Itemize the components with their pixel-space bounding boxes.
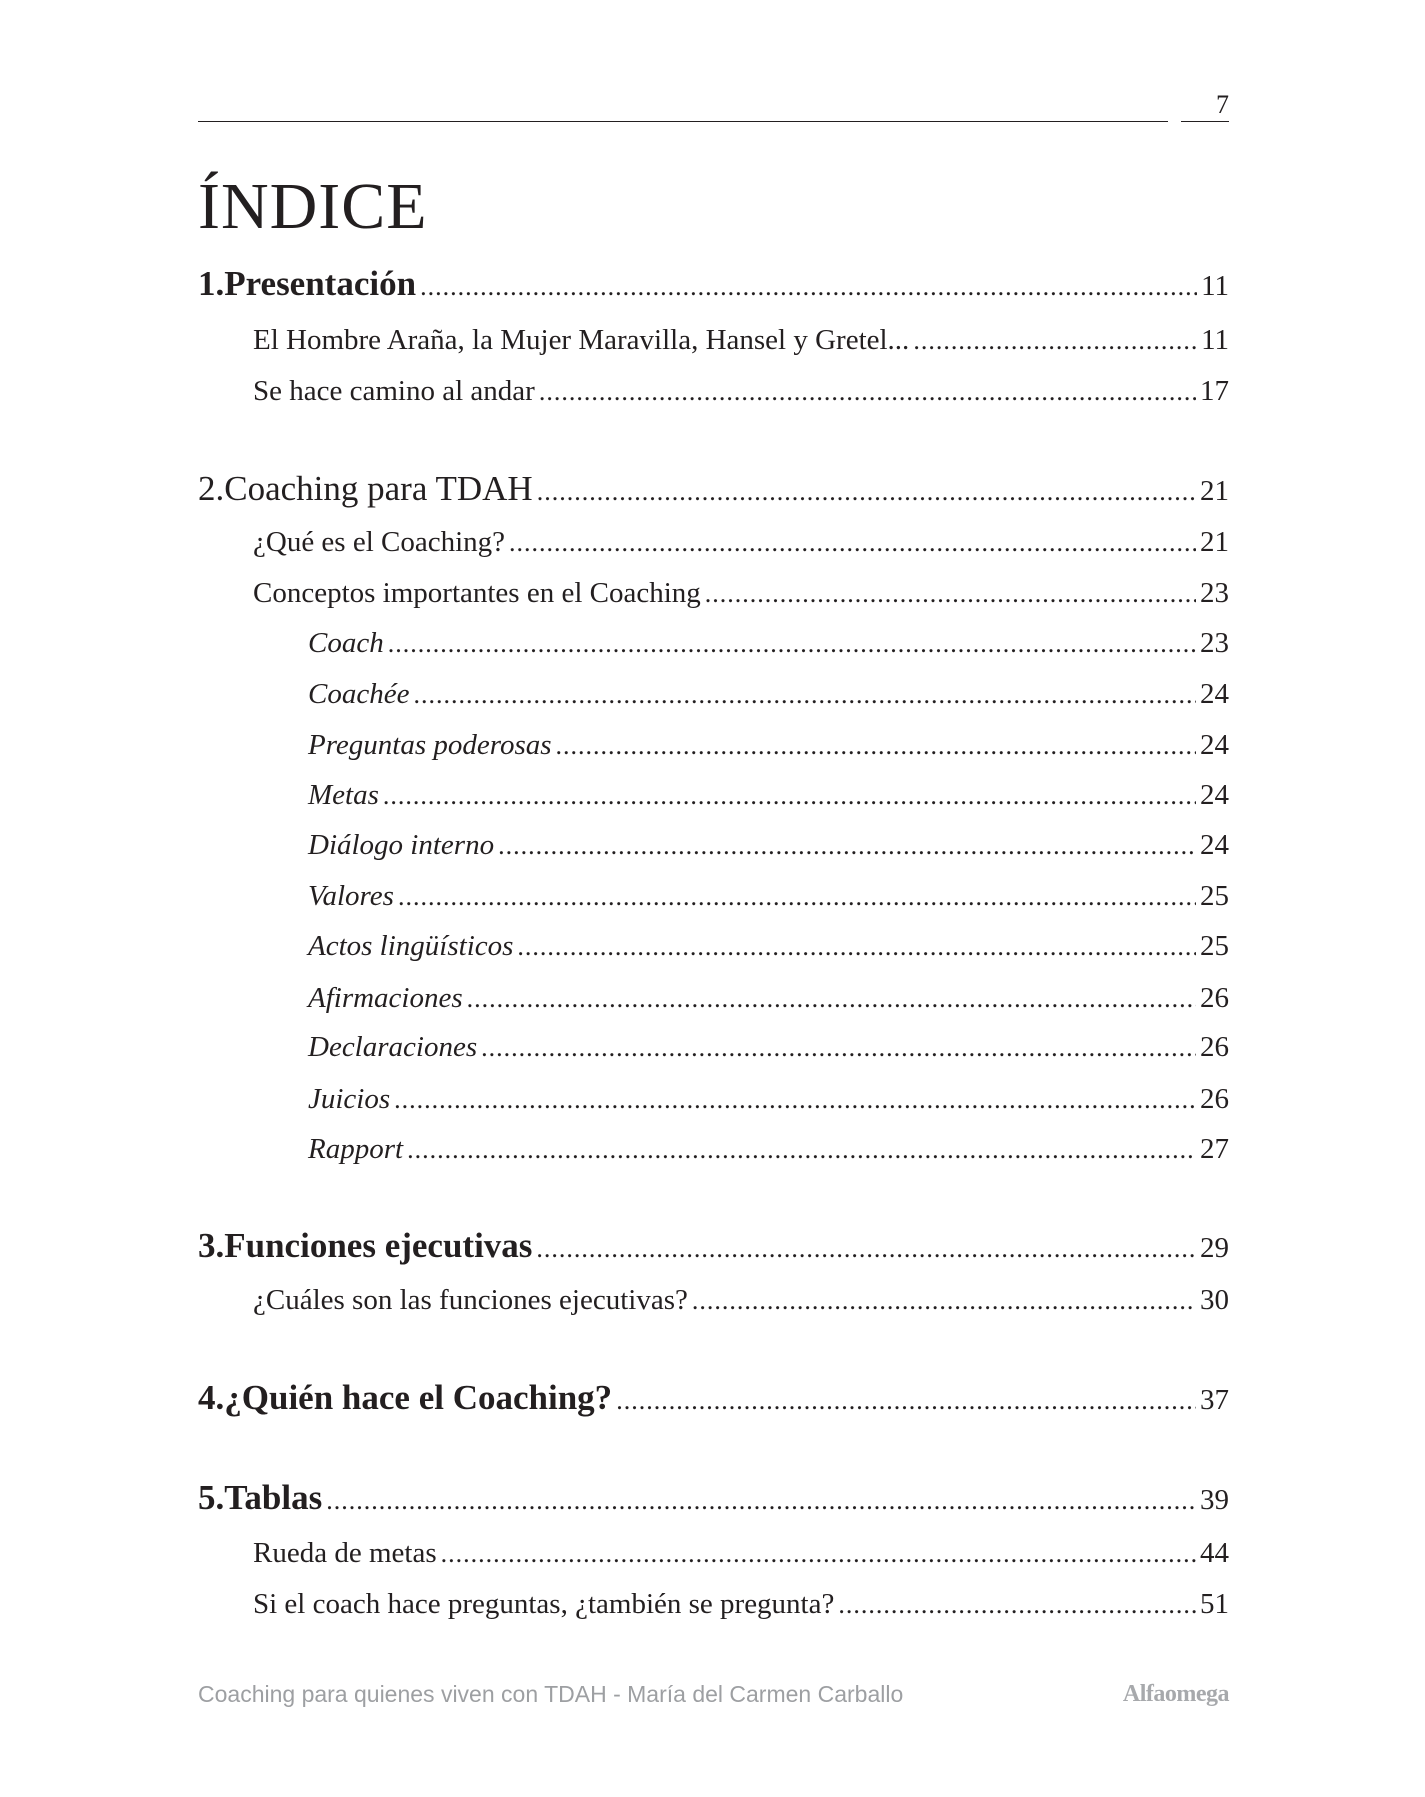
page-title: ÍNDICE (198, 170, 428, 243)
toc-dot-leader (326, 1479, 1196, 1523)
toc-entry-page: 26 (1200, 1083, 1229, 1115)
toc-entry-number: 3. (198, 1226, 225, 1265)
toc-entry-page: 25 (1200, 930, 1229, 962)
toc-entry-number: 4. (198, 1378, 225, 1417)
toc-entry-label: Valores (308, 880, 394, 912)
toc-dot-leader (539, 373, 1196, 411)
toc-dot-leader (537, 470, 1196, 514)
toc-entry-number: 5. (198, 1478, 225, 1517)
toc-entry-page: 25 (1200, 880, 1229, 912)
toc-entry (308, 675, 1229, 714)
toc-entry (253, 321, 1229, 360)
toc-entry (308, 927, 1229, 966)
toc-entry-label: Declaraciones (308, 1031, 478, 1063)
toc-entry (253, 574, 1229, 613)
toc-dot-leader (398, 878, 1196, 916)
toc-entry (308, 979, 1229, 1018)
toc-entry (308, 1130, 1229, 1169)
toc-entry-page: 44 (1200, 1537, 1229, 1569)
toc-entry (198, 1476, 1229, 1523)
toc-entry-label: Coach (308, 627, 384, 659)
toc-entry (253, 523, 1229, 562)
toc-entry-label: Metas (308, 779, 379, 811)
toc-entry-label: Se hace camino al andar (253, 375, 535, 407)
toc-dot-leader (509, 524, 1196, 562)
toc-dot-leader (388, 625, 1196, 663)
toc-dot-leader (407, 1131, 1196, 1169)
toc-entry-number: 1. (198, 264, 225, 303)
toc-dot-leader (517, 928, 1196, 966)
toc-dot-leader (413, 676, 1196, 714)
toc-dot-leader (441, 1535, 1196, 1573)
toc-entry-page: 27 (1200, 1133, 1229, 1165)
toc-dot-leader (705, 575, 1196, 613)
toc-entry-label: ¿Cuáles son las funciones ejecutivas? (253, 1284, 688, 1316)
toc-entry-page: 26 (1200, 982, 1229, 1014)
toc-entry-label: Tablas (224, 1478, 323, 1517)
toc-entry-label: Preguntas poderosas (308, 729, 552, 761)
toc-entry-label: Funciones ejecutivas (224, 1226, 533, 1265)
toc-entry (308, 1028, 1229, 1067)
toc-entry-number: 2. (198, 469, 225, 508)
toc-entry-label: Coaching para TDAH (224, 469, 533, 508)
toc-entry-label: Diálogo interno (308, 829, 495, 861)
footer-book-credit: Coaching para quienes viven con TDAH - María del Carmen Carballo (198, 1681, 904, 1707)
toc-dot-leader (383, 777, 1196, 815)
toc-entry-page: 21 (1200, 526, 1229, 558)
toc-entry-label: Conceptos importantes en el Coaching (253, 577, 701, 609)
toc-entry (198, 1376, 1229, 1423)
footer-publisher-logo: Alfaomega (1122, 1681, 1229, 1707)
toc-dot-leader (556, 727, 1196, 765)
toc-entry (253, 372, 1229, 411)
toc-entry-label: Rapport (308, 1133, 404, 1165)
toc-entry-label: ¿Quién hace el Coaching? (224, 1378, 613, 1417)
toc-dot-leader (394, 1081, 1196, 1119)
toc-entry-page: 51 (1200, 1588, 1229, 1620)
toc-entry-label: Coachée (308, 678, 410, 710)
toc-entry-label: El Hombre Araña, la Mujer Maravilla, Hansel y Gretel... (253, 324, 910, 356)
toc-entry (308, 1080, 1229, 1119)
toc-entry (308, 776, 1229, 815)
toc-entry-page: 17 (1200, 375, 1229, 407)
toc-entry-label: ¿Qué es el Coaching? (253, 526, 506, 558)
toc-entry (198, 467, 1229, 514)
page-number: 7 (1216, 90, 1229, 119)
toc-entry (308, 726, 1229, 765)
toc-dot-leader (616, 1379, 1196, 1423)
toc-entry-label: Afirmaciones (308, 982, 463, 1014)
toc-entry-page: 37 (1200, 1384, 1229, 1416)
toc-entry-page: 11 (1201, 324, 1229, 356)
toc-dot-leader (913, 322, 1197, 360)
toc-entry (308, 826, 1229, 865)
toc-entry-label: Si el coach hace preguntas, ¿también se pregunta? (253, 1588, 835, 1620)
toc-entry-label: Presentación (224, 264, 417, 303)
toc-entry-page: 11 (1201, 270, 1229, 302)
toc-entry-page: 39 (1200, 1484, 1229, 1516)
toc-dot-leader (692, 1282, 1196, 1320)
toc-entry (308, 877, 1229, 916)
toc-entry-page: 21 (1200, 475, 1229, 507)
toc-entry (308, 624, 1229, 663)
toc-entry-page: 29 (1200, 1232, 1229, 1264)
toc-entry (253, 1281, 1229, 1320)
toc-entry-page: 26 (1200, 1031, 1229, 1063)
toc-entry-page: 24 (1200, 729, 1229, 761)
toc-entry (253, 1585, 1229, 1624)
toc-entry-page: 23 (1200, 627, 1229, 659)
toc-dot-leader (467, 980, 1196, 1018)
toc-entry-label: Juicios (308, 1083, 391, 1115)
toc-entry-page: 23 (1200, 577, 1229, 609)
toc-entry (253, 1534, 1229, 1573)
toc-entry-page: 24 (1200, 779, 1229, 811)
toc-entry-page: 30 (1200, 1284, 1229, 1316)
toc-dot-leader (498, 827, 1196, 865)
toc-entry-page: 24 (1200, 678, 1229, 710)
toc-entry (198, 1224, 1229, 1271)
toc-dot-leader (536, 1227, 1196, 1271)
toc-dot-leader (420, 265, 1197, 309)
toc-entry-label: Rueda de metas (253, 1537, 437, 1569)
toc-entry (198, 262, 1229, 309)
toc-dot-leader (838, 1586, 1196, 1624)
toc-entry-page: 24 (1200, 829, 1229, 861)
toc-entry-label: Actos lingüísticos (308, 930, 514, 962)
toc-dot-leader (481, 1029, 1196, 1067)
